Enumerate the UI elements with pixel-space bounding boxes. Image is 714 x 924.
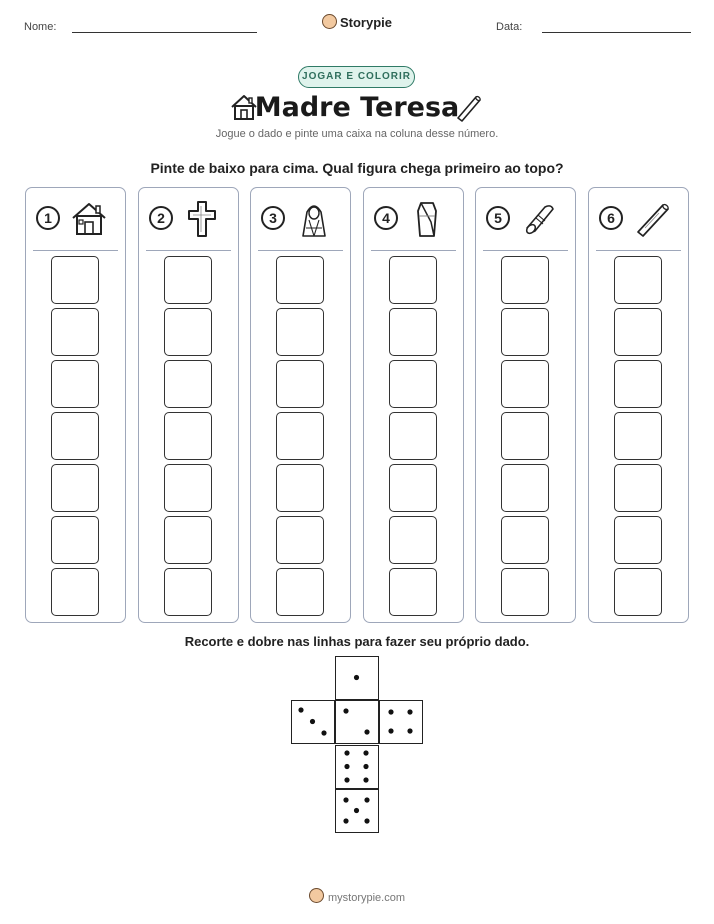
column-divider (146, 250, 231, 251)
color-box[interactable] (276, 516, 324, 564)
column-header (139, 188, 238, 250)
color-box[interactable] (164, 256, 212, 304)
color-box[interactable] (501, 516, 549, 564)
color-box[interactable] (614, 464, 662, 512)
color-box[interactable] (276, 308, 324, 356)
dice-pips (336, 746, 377, 787)
dice-face-4 (379, 700, 423, 744)
column-number: 4 (374, 206, 398, 230)
dice-pip (363, 764, 368, 769)
column-number: 3 (261, 206, 285, 230)
dice-pip (388, 728, 393, 733)
dice-face-2 (335, 700, 379, 744)
column-header (589, 188, 688, 250)
column-4 (363, 187, 464, 623)
dice-pip (310, 719, 315, 724)
color-box[interactable] (501, 360, 549, 408)
dice-pip (363, 750, 368, 755)
activity-badge: JOGAR E COLORIR (298, 66, 415, 88)
color-box[interactable] (276, 256, 324, 304)
dice-instruction: Recorte e dobre nas linhas para fazer seu próprio dado. (184, 634, 530, 649)
color-box[interactable] (501, 256, 549, 304)
column-number: 1 (36, 206, 60, 230)
color-box[interactable] (389, 308, 437, 356)
column-header (26, 188, 125, 250)
storypie-logo-icon (309, 888, 324, 903)
dice-pip (298, 707, 303, 712)
color-box[interactable] (51, 360, 99, 408)
dice-pips (292, 701, 333, 742)
dice-pip (363, 777, 368, 782)
color-box[interactable] (501, 412, 549, 460)
color-box[interactable] (389, 568, 437, 616)
footer-url: mystorypie.com (327, 892, 406, 904)
color-box[interactable] (614, 360, 662, 408)
color-box[interactable] (389, 412, 437, 460)
column-header (251, 188, 350, 250)
column-divider (483, 250, 568, 251)
brand-logo (0, 14, 714, 30)
title-stick-icon (453, 92, 483, 122)
color-box[interactable] (501, 568, 549, 616)
stick-icon (631, 198, 673, 240)
subtitle: Jogue o dado e pinte uma caixa na coluna desse número. (215, 128, 499, 140)
color-box[interactable] (614, 308, 662, 356)
dice-pip (388, 709, 393, 714)
nun-icon (293, 198, 335, 240)
house-icon (68, 198, 110, 240)
color-box[interactable] (164, 308, 212, 356)
color-box[interactable] (51, 412, 99, 460)
column-header (364, 188, 463, 250)
dice-pip (364, 797, 369, 802)
dice-pip (343, 708, 348, 713)
color-box[interactable] (164, 568, 212, 616)
color-box[interactable] (614, 516, 662, 564)
column-number: 5 (486, 206, 510, 230)
dice-pips (336, 701, 377, 742)
column-6 (588, 187, 689, 623)
color-box[interactable] (276, 568, 324, 616)
column-number: 6 (599, 206, 623, 230)
color-box[interactable] (164, 360, 212, 408)
color-box[interactable] (164, 516, 212, 564)
storypie-logo-icon (322, 14, 337, 29)
instruction: Pinte de baixo para cima. Qual figura chega primeiro ao topo? (150, 160, 564, 176)
cross-icon (181, 198, 223, 240)
color-box[interactable] (51, 568, 99, 616)
column-2 (138, 187, 239, 623)
dice-face-5 (335, 789, 379, 833)
column-number: 2 (149, 206, 173, 230)
dice-pip (344, 777, 349, 782)
page-title: Madre Teresa (254, 92, 460, 123)
color-box[interactable] (389, 256, 437, 304)
column-3 (250, 187, 351, 623)
dice-pip (343, 818, 348, 823)
date-line (542, 32, 691, 33)
color-box[interactable] (164, 464, 212, 512)
dice-pip (354, 675, 359, 680)
dice-face-3 (291, 700, 335, 744)
column-divider (33, 250, 118, 251)
column-header (476, 188, 575, 250)
color-box[interactable] (389, 464, 437, 512)
sari-dress-icon (406, 198, 448, 240)
dice-pip (343, 797, 348, 802)
dice-face-1 (335, 656, 379, 700)
brand-name: Storypie (339, 15, 392, 30)
color-box[interactable] (276, 360, 324, 408)
dice-pip (364, 818, 369, 823)
color-box[interactable] (614, 568, 662, 616)
dice-pip (321, 730, 326, 735)
color-box[interactable] (389, 360, 437, 408)
color-box[interactable] (51, 516, 99, 564)
column-5 (475, 187, 576, 623)
name-label: Nome: (24, 21, 57, 33)
column-divider (596, 250, 681, 251)
color-box[interactable] (51, 464, 99, 512)
footer (0, 888, 714, 904)
color-box[interactable] (164, 412, 212, 460)
column-divider (258, 250, 343, 251)
color-box[interactable] (276, 412, 324, 460)
color-box[interactable] (51, 256, 99, 304)
dice-pip (344, 750, 349, 755)
color-box[interactable] (501, 464, 549, 512)
dice-pip (407, 709, 412, 714)
color-box[interactable] (614, 256, 662, 304)
dice-face-6 (335, 745, 379, 789)
color-box[interactable] (501, 308, 549, 356)
dice-pips (336, 790, 377, 831)
color-box[interactable] (51, 308, 99, 356)
dice-pip (364, 729, 369, 734)
color-box[interactable] (276, 464, 324, 512)
dice-pips (380, 701, 421, 742)
dice-pips (336, 657, 377, 698)
dice-pip (407, 728, 412, 733)
column-divider (371, 250, 456, 251)
column-1 (25, 187, 126, 623)
color-box[interactable] (614, 412, 662, 460)
scroll-icon (518, 198, 560, 240)
dice-pip (344, 764, 349, 769)
date-label: Data: (496, 21, 523, 33)
dice-pip (354, 808, 359, 813)
color-box[interactable] (389, 516, 437, 564)
name-line (72, 32, 257, 33)
